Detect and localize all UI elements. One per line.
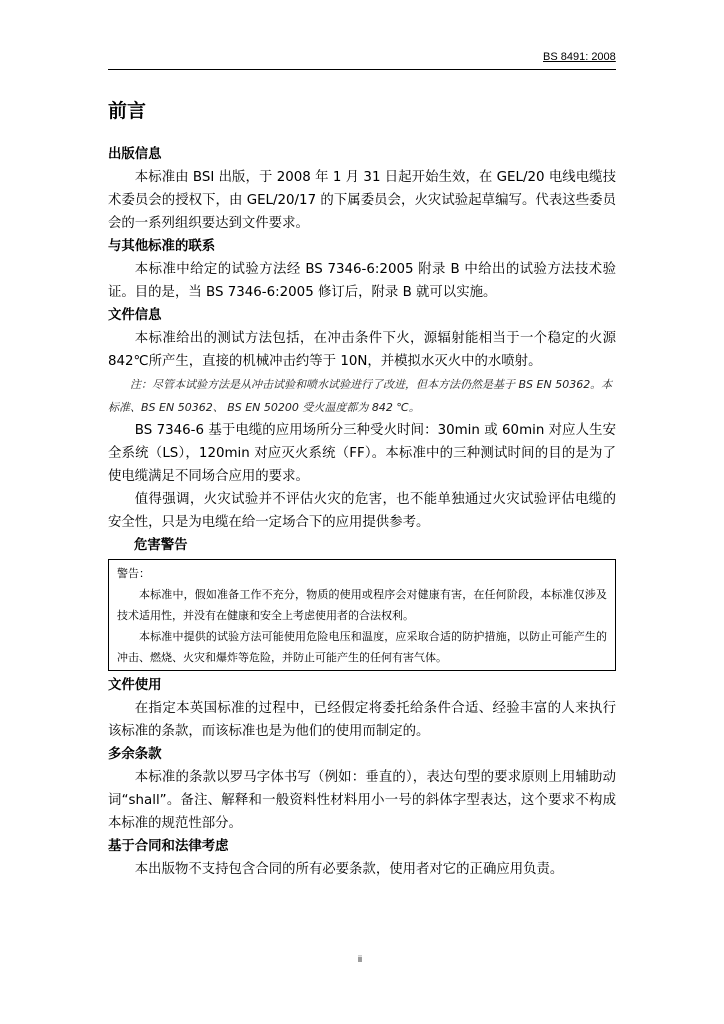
header-rule <box>108 69 616 70</box>
page-number: ii <box>358 954 362 964</box>
document-body <box>108 143 616 881</box>
section-heading-publication: 出版信息 <box>108 147 162 162</box>
paragraph-legal: 本出版物不支持包含合同的所有必要条款，使用者对它的正确应用负责。 <box>134 862 564 877</box>
paragraph-extra: 本标准的条款以罗马字体书写（例如：垂直的），表达句型的要求原则上用辅助动词“shall”。备注、解释和一般资料性材料用小一号的斜体字型表达，这个要求不构成本标准的规范性部分。 <box>108 770 616 831</box>
paragraph-exposure-times: BS 7346-6 基于电缆的应用场所分三种受火时间：30min 或 60min 对应人生安全系统（LS），120min 对应灭火系统（FF）。本标准中的三种测试时间的目的是为了使电缆满足不同场合应用的要求。 <box>108 423 616 484</box>
section-heading-usage: 文件使用 <box>108 678 162 693</box>
paragraph-relation: 本标准中给定的试验方法经 BS 7346-6:2005 附录 B 中给出的试验方法技术验证。目的是，当 BS 7346-6:2005 修订后，附录 B 就可以实施。 <box>108 262 616 300</box>
section-heading-relation: 与其他标准的联系 <box>108 239 216 254</box>
hazard-heading: 危害警告 <box>134 538 188 553</box>
paragraph-emphasis: 值得强调，火灾试验并不评估火灾的危害，也不能单独通过火灾试验评估电缆的安全性，只是为电缆在给一定场合下的应用提供参考。 <box>108 492 616 530</box>
warning-line: 本标准中提供的试验方法可能使用危险电压和温度，应采取合适的防护措施，以防止可能产生的冲击、燃烧、火灾和爆炸等危险，并防止可能产生的任何有害气体。 <box>117 630 607 664</box>
paragraph-publication: 本标准由 BSI 出版，于 2008 年 1 月 31 日起开始生效，在 GEL/20 电线电缆技术委员会的授权下，由 GEL/20/17 的下属委员会，火灾试验起草编写。代表这些委员会的一系列组织要达到文件要求。 <box>108 170 616 231</box>
section-heading-info: 文件信息 <box>108 308 162 323</box>
warning-label: 警告： <box>117 567 150 580</box>
section-heading-legal: 基于合同和法律考虑 <box>108 839 229 854</box>
note-text: 注：尽管本试验方法是从冲击试验和喷水试验进行了改进，但本方法仍然是基于 BS EN 50362。本标准、BS EN 50362、 BS EN 50200 受火温度都为 842 ℃。 <box>108 378 613 414</box>
paragraph-info: 本标准给出的测试方法包括，在冲击条件下火，源辐射能相当于一个稳定的火源 842℃所产生，直接的机械冲击约等于 10N，并模拟水灭火中的水喷射。 <box>108 331 616 369</box>
warning-box <box>108 559 616 671</box>
paragraph-usage: 在指定本英国标准的过程中，已经假定将委托给条件合适、经验丰富的人来执行该标准的条款，而该标准也是为他们的使用而制定的。 <box>108 701 616 739</box>
page-title: 前言 <box>108 100 147 122</box>
warning-line: 本标准中，假如准备工作不充分，物质的使用或程序会对健康有害，在任何阶段，本标准仅涉及技术适用性，并没有在健康和安全上考虑使用者的合法权利。 <box>117 588 607 622</box>
document-reference: BS 8491: 2008 <box>543 51 616 63</box>
section-heading-extra: 多余条款 <box>108 747 162 762</box>
